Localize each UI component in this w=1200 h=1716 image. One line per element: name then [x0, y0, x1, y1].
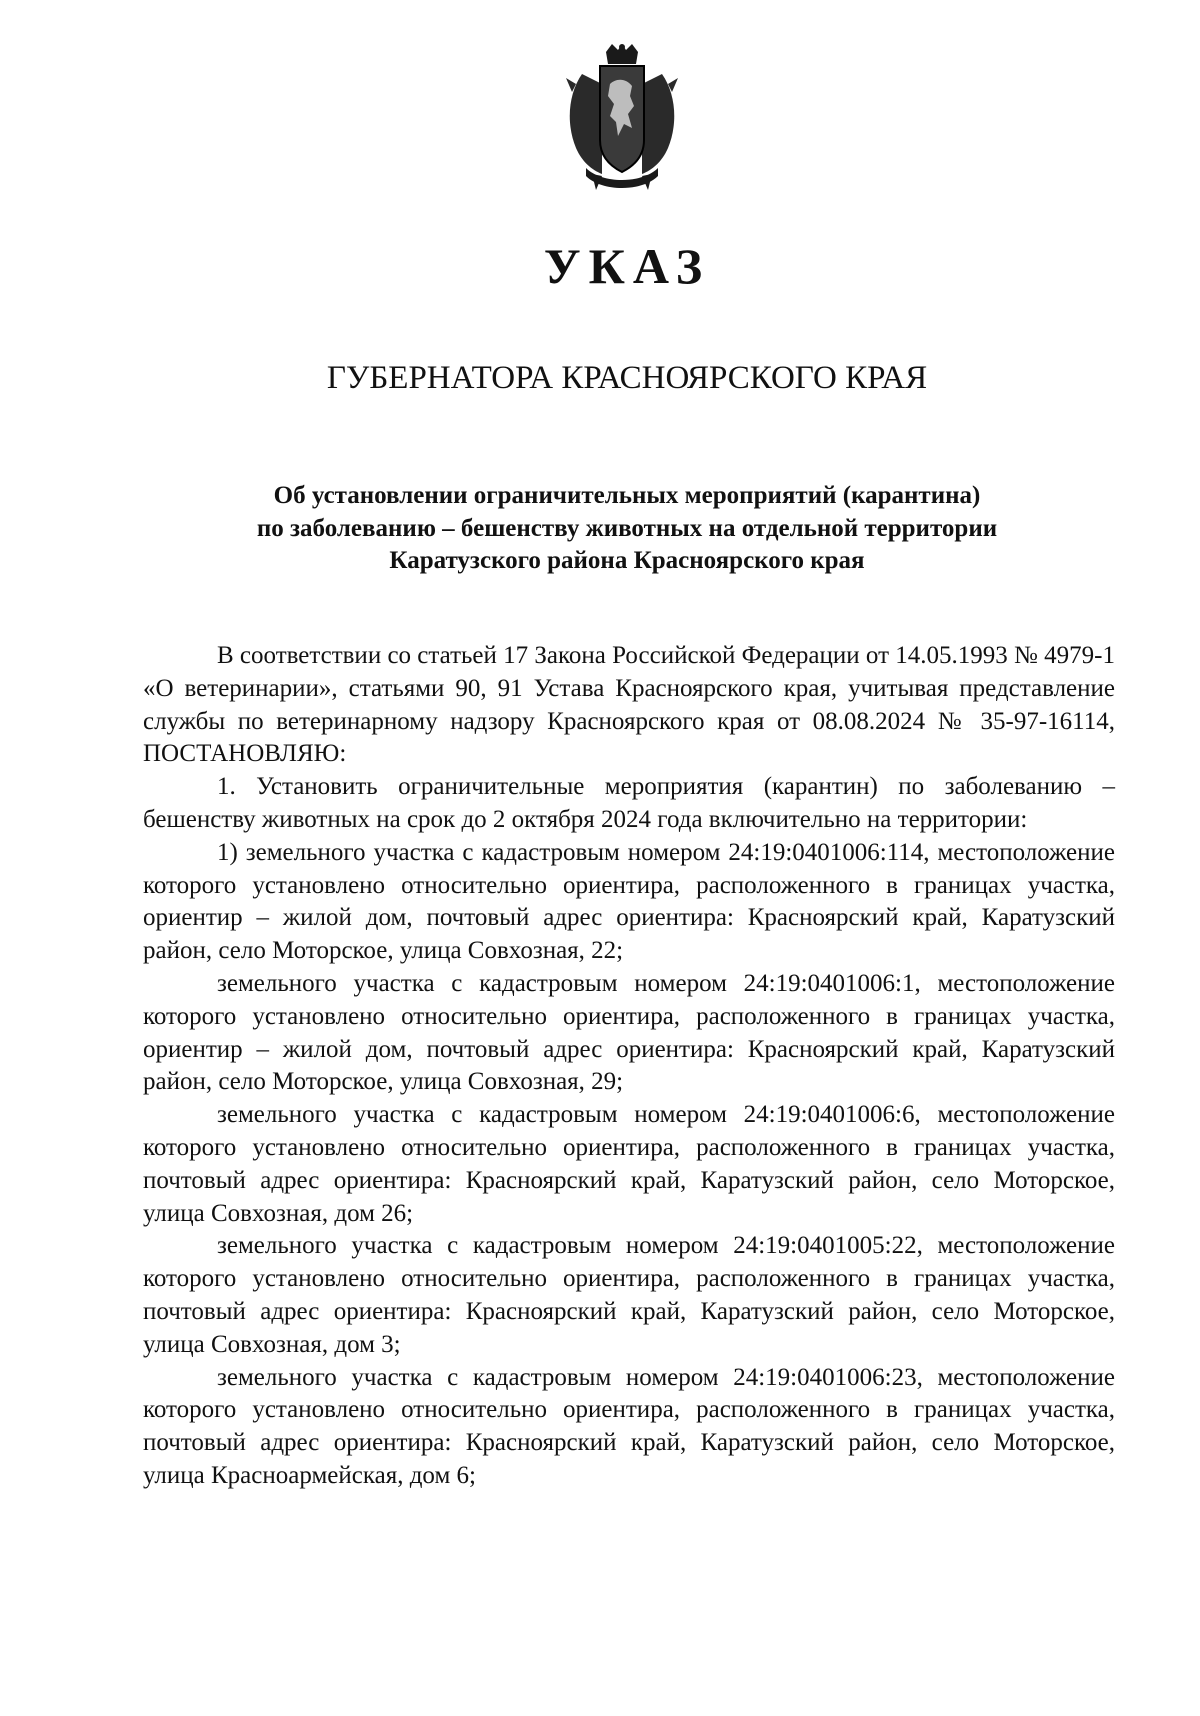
document-heading — [150, 480, 1104, 578]
document-title: УКАЗ — [543, 238, 711, 294]
paragraph-item-1: 1. Установить ограничительные мероприятия (карантин) по заболеванию – бешенству животных на срок до 2 октября 2024 года включительно на территории: — [143, 773, 1115, 833]
paragraph-subitem: земельного участка с кадастровым номером 24:19:0401006:23, местоположение которого установлено относительно ориентира, расположенного в границах участка, почтовый адрес ориентира: Красноярский край, Каратузский район, село Моторское, улица Красноармейская, дом 6; — [143, 1363, 1115, 1489]
document-subtitle: ГУБЕРНАТОРА КРАСНОЯРСКОГО КРАЯ — [326, 360, 928, 396]
paragraph-subitem: земельного участка с кадастровым номером 24:19:0401005:22, местоположение которого установлено относительно ориентира, расположенного в границах участка, почтовый адрес ориентира: Красноярский край, Каратузский район, село Моторское, улица Совхозная, дом 3; — [143, 1232, 1115, 1358]
heading-line: по заболеванию – бешенству животных на отдельной территории — [256, 514, 998, 542]
heading-line: Каратузского района Красноярского края — [389, 547, 865, 574]
document-body — [143, 640, 1115, 1493]
paragraph-subitem: 1) земельного участка с кадастровым номером 24:19:0401006:114, местоположение которого установлено относительно ориентира, расположенного в границах участка, ориентир – жилой дом, почтовый адрес ориентира: Красноярский край, Каратузский район, село Моторское, улица Совхозная, 22; — [143, 838, 1115, 965]
coat-of-arms-icon — [562, 44, 682, 192]
paragraph-subitem: земельного участка с кадастровым номером 24:19:0401006:1, местоположение которого установлено относительно ориентира, расположенного в границах участка, ориентир – жилой дом, почтовый адрес ориентира: Красноярский край, Каратузский район, село Моторское, улица Совхозная, 29; — [143, 969, 1115, 1096]
paragraph-subitem: земельного участка с кадастровым номером 24:19:0401006:6, местоположение которого установлено относительно ориентира, расположенного в границах участка, почтовый адрес ориентира: Красноярский край, Каратузский район, село Моторское, улица Совхозная, дом 26; — [143, 1101, 1115, 1227]
heading-line: Об установлении ограничительных мероприятий (карантина) — [273, 482, 981, 509]
paragraph-preamble: В соответствии со статьей 17 Закона Российской Федерации от 14.05.1993 № 4979-1 «О ветеринарии», статьями 90, 91 Устава Красноярского края, учитывая представление службы по ветеринарному надзору Красноярского края от 08.08.2024 № 35-97-16114, ПОСТАНОВЛЯЮ: — [143, 642, 1115, 768]
